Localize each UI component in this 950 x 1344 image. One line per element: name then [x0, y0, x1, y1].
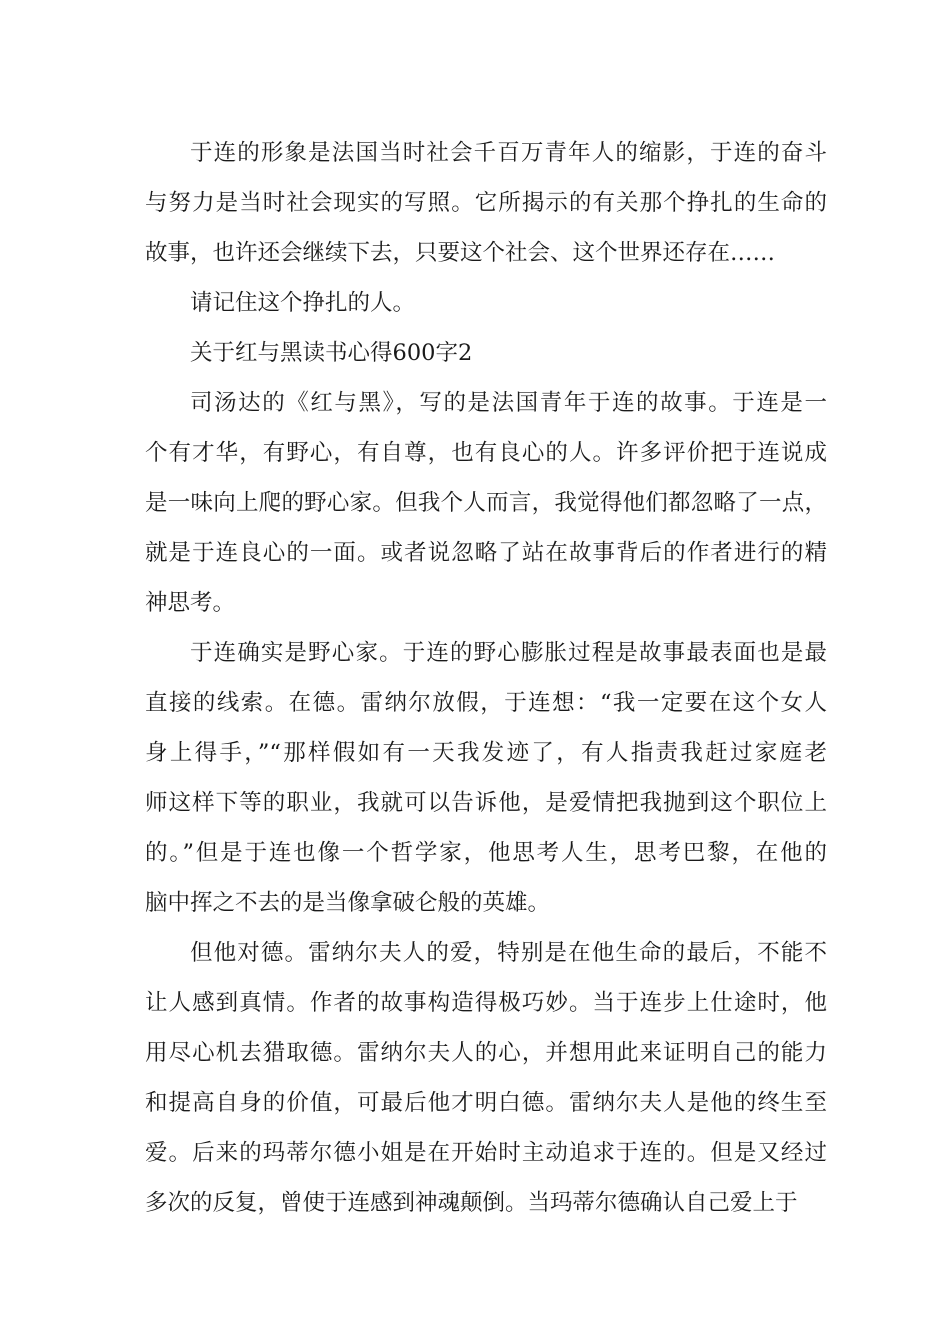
text-line: 请记住这个挣扎的人。	[190, 290, 416, 316]
body-text	[145, 128, 827, 1228]
text-line: 用尽心机去猎取德。雷纳尔夫人的心，并想用此来证明自己的能力	[145, 1040, 827, 1066]
text-line: 让人感到真情。作者的故事构造得极巧妙。当于连步上仕途时，他	[145, 990, 827, 1016]
text-line: 于连的形象是法国当时社会千百万青年人的缩影，于连的奋斗	[190, 140, 827, 166]
text-line: 多次的反复，曾使于连感到神魂颠倒。当玛蒂尔德确认自己爱上于	[145, 1190, 798, 1216]
text-line: 的。”但是于连也像一个哲学家，他思考人生，思考巴黎，在他的	[145, 840, 827, 866]
text-line: 于连确实是野心家。于连的野心膨胀过程是故事最表面也是最	[190, 640, 827, 666]
text-line: 和提高自身的价值，可最后他才明白德。雷纳尔夫人是他的终生至	[145, 1090, 827, 1116]
text-line: 爱。后来的玛蒂尔德小姐是在开始时主动追求于连的。但是又经过	[145, 1140, 827, 1166]
text-line: 直接的线索。在德。雷纳尔放假，于连想：“我一定要在这个女人	[145, 690, 827, 716]
text-line: 师这样下等的职业，我就可以告诉他，是爱情把我抛到这个职位上	[145, 790, 827, 816]
text-line: 司汤达的《红与黑》，写的是法国青年于连的故事。于连是一	[190, 390, 827, 416]
text-line: 与努力是当时社会现实的写照。它所揭示的有关那个挣扎的生命的	[145, 190, 827, 216]
text-line: 就是于连良心的一面。或者说忽略了站在故事背后的作者进行的精	[145, 540, 827, 566]
text-line: 是一味向上爬的野心家。但我个人而言，我觉得他们都忽略了一点，	[145, 490, 827, 516]
text-line: 个有才华，有野心，有自尊，也有良心的人。许多评价把于连说成	[145, 440, 827, 466]
text-line: 故事，也许还会继续下去，只要这个社会、这个世界还存在……	[145, 240, 776, 266]
text-line: 但他对德。雷纳尔夫人的爱，特别是在他生命的最后，不能不	[190, 940, 827, 966]
text-line: 身上得手，”“那样假如有一天我发迹了，有人指责我赶过家庭老	[145, 740, 827, 766]
section-heading: 关于红与黑读书心得600字2	[190, 340, 473, 366]
text-line: 神思考。	[145, 590, 236, 616]
text-line: 脑中挥之不去的是当像拿破仑般的英雄。	[145, 890, 551, 916]
